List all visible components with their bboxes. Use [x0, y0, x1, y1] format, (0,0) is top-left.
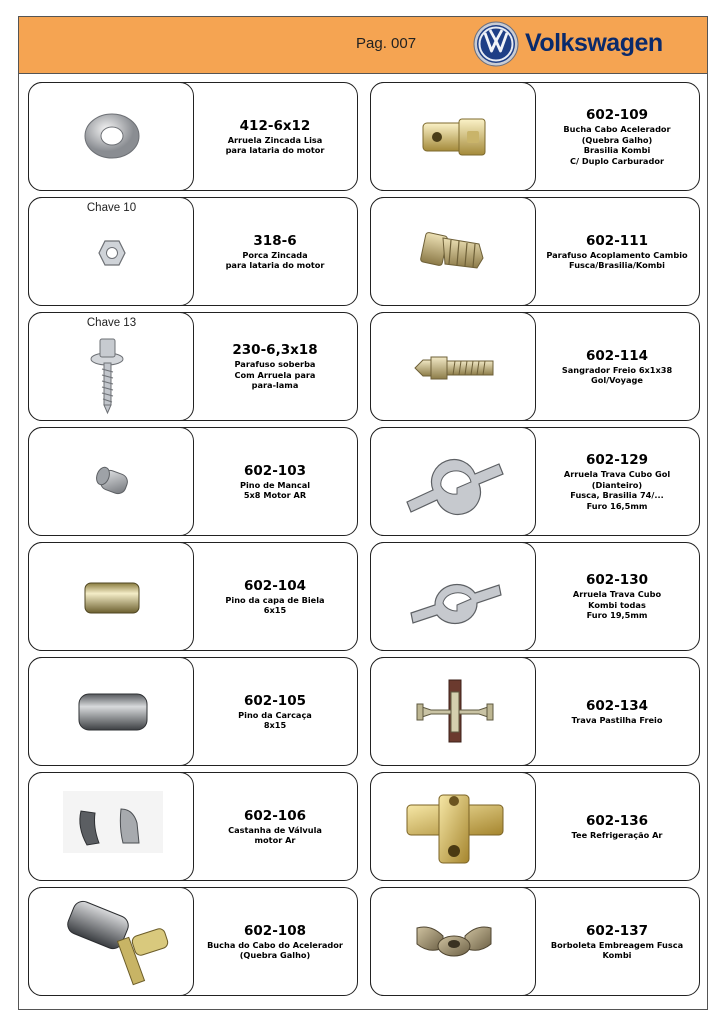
product-description: Arruela Trava Cubo Gol (Dianteiro) Fusca, Brasilia 74/... Furo 16,5mm: [563, 469, 671, 511]
brass-pin-icon: [29, 543, 194, 651]
product-card[interactable]: [370, 887, 700, 996]
wing-nut-icon: [371, 888, 536, 996]
product-image: [28, 657, 194, 766]
product-description: Sangrador Freio 6x1x38 Gol/Voyage: [561, 364, 673, 385]
product-image: [370, 772, 536, 881]
product-card[interactable]: [28, 887, 358, 996]
product-image: [28, 772, 194, 881]
product-code: 602-114: [586, 347, 648, 364]
wrench-size-label: Chave 10: [86, 201, 137, 214]
product-description: Arruela Zincada Lisa para lataria do motor: [225, 134, 325, 155]
product-description: Bucha Cabo Acelerador (Quebra Galho) Brasilia Kombi C/ Duplo Carburador: [563, 124, 671, 166]
product-card[interactable]: [28, 427, 358, 536]
product-image: [28, 82, 194, 191]
product-code: 602-136: [586, 812, 648, 829]
product-image: [370, 657, 536, 766]
product-description: Trava Pastilha Freio: [571, 714, 663, 725]
lock-washer-icon: [371, 428, 536, 536]
valve-keeper-icon: [29, 773, 194, 881]
product-code: 602-137: [586, 922, 648, 939]
product-description: Parafuso soberba Com Arruela para para-lama: [234, 359, 316, 391]
product-card[interactable]: [28, 312, 358, 421]
product-grid: [28, 82, 700, 996]
product-code: 412-6x12: [239, 117, 311, 134]
product-description: Pino de Mancal 5x8 Motor AR: [239, 479, 311, 500]
product-card[interactable]: [370, 772, 700, 881]
product-description: Pino da capa de Biela 6x15: [225, 594, 325, 615]
product-description: Porca Zincada para lataria do motor: [225, 249, 325, 270]
product-card[interactable]: [370, 197, 700, 306]
product-card[interactable]: [28, 82, 358, 191]
brass-tee-icon: [371, 773, 536, 881]
product-code: 602-109: [586, 107, 648, 123]
product-description: Borboleta Embreagem Fusca Kombi: [550, 939, 684, 960]
product-image: [28, 542, 194, 651]
hex-nut-icon: [29, 198, 194, 306]
product-code: 602-103: [244, 462, 306, 479]
product-image: [28, 312, 194, 421]
flat-washer-icon: [29, 83, 194, 191]
product-code: 602-105: [244, 692, 306, 709]
coupling-screw-icon: [371, 198, 536, 306]
product-image: [28, 887, 194, 996]
product-card[interactable]: [28, 772, 358, 881]
product-image: [370, 427, 536, 536]
product-image: [28, 427, 194, 536]
product-image: [370, 82, 536, 191]
product-description: Parafuso Acoplamento Cambio Fusca/Brasilia/Kombi: [546, 249, 688, 270]
product-card[interactable]: [370, 427, 700, 536]
product-card[interactable]: [28, 657, 358, 766]
product-description: Tee Refrigeração Ar: [571, 829, 663, 840]
page-number: Pag. 007: [356, 35, 417, 52]
cable-bushing-icon: [29, 888, 194, 996]
self-tapping-screw-icon: [29, 313, 194, 421]
lock-washer-icon: [371, 543, 536, 651]
product-image: [370, 542, 536, 651]
product-card[interactable]: [370, 542, 700, 651]
product-image: [370, 197, 536, 306]
product-code: 602-129: [586, 452, 648, 468]
product-image: [28, 197, 194, 306]
product-description: Bucha do Cabo do Acelerador (Quebra Galho): [207, 939, 343, 960]
product-card[interactable]: [28, 542, 358, 651]
wrench-size-label: Chave 13: [86, 316, 137, 329]
product-card[interactable]: [370, 82, 700, 191]
product-code: 602-106: [244, 807, 306, 824]
brand-name: Volkswagen: [525, 29, 663, 57]
product-code: 602-108: [244, 922, 306, 939]
product-card[interactable]: [370, 657, 700, 766]
brake-pad-clip-icon: [371, 658, 536, 766]
product-code: 230-6,3x18: [232, 342, 318, 359]
bearing-pin-icon: [29, 428, 194, 536]
product-description: Castanha de Válvula motor Ar: [228, 824, 322, 845]
product-code: 602-111: [586, 232, 648, 249]
throttle-bushing-icon: [371, 83, 536, 191]
steel-pin-icon: [29, 658, 194, 766]
product-card[interactable]: [28, 197, 358, 306]
product-code: 602-104: [244, 577, 306, 594]
product-code: 602-130: [586, 572, 648, 589]
product-code: 318-6: [253, 232, 297, 249]
product-card[interactable]: [370, 312, 700, 421]
product-code: 602-134: [586, 697, 648, 714]
product-image: [370, 312, 536, 421]
bleeder-screw-icon: [371, 313, 536, 421]
product-description: Pino da Carcaça 8x15: [238, 709, 312, 730]
product-description: Arruela Trava Cubo Kombi todas Furo 19,5mm: [572, 589, 662, 621]
product-image: [370, 887, 536, 996]
